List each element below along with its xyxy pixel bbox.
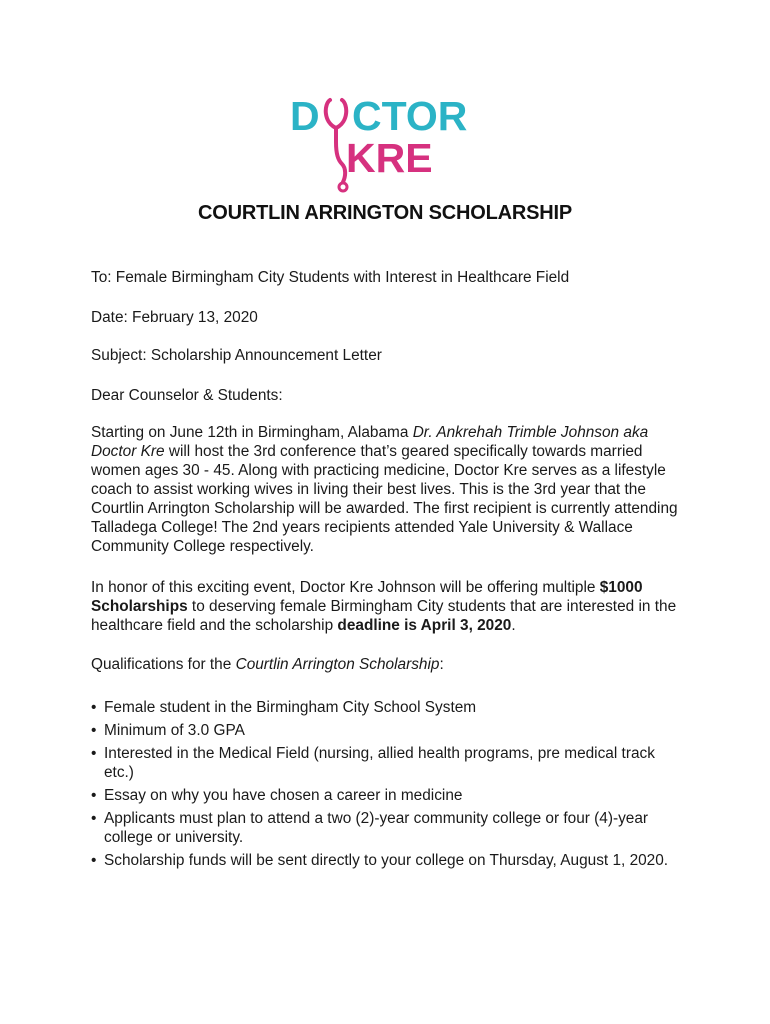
doctor-kre-logo	[286, 90, 486, 195]
list-item-text: Applicants must plan to attend a two (2)-year community college or four (4)-year college or university.	[104, 810, 649, 846]
list-item	[91, 721, 681, 740]
bullet-icon: •	[91, 787, 97, 804]
page-title: COURTLIN ARRINGTON SCHOLARSHIP	[197, 202, 572, 224]
list-item	[91, 809, 664, 847]
subject-line: Subject: Scholarship Announcement Letter	[91, 347, 382, 364]
bullet-icon: •	[91, 745, 97, 762]
list-item	[91, 744, 664, 782]
to-line: To: Female Birmingham City Students with Interest in Healthcare Field	[91, 269, 570, 286]
list-item	[91, 786, 681, 805]
body-paragraph-offer	[91, 578, 681, 635]
quals-text-2: :	[439, 656, 444, 673]
list-item-text: Minimum of 3.0 GPA	[104, 722, 245, 739]
offer-text-3: .	[511, 617, 516, 634]
bullet-icon: •	[91, 699, 97, 716]
bullet-icon: •	[91, 810, 97, 827]
logo-letter-d: D	[290, 93, 320, 139]
quals-scholarship-name: Courtlin Arrington Scholarship	[235, 656, 440, 673]
body-paragraph-intro	[91, 423, 681, 556]
offer-text-1: In honor of this exciting event, Doctor Kre Johnson will be offering multiple	[91, 579, 600, 596]
qualifications-heading	[91, 655, 691, 674]
list-item-text: Essay on why you have chosen a career in medicine	[104, 787, 463, 804]
offer-text-2: to deserving female Birmingham City students that are interested in the healthcare field and the scholarship	[91, 598, 677, 634]
intro-doctor-name: Dr. Ankrehah Trimble Johnson aka Doctor Kre	[91, 424, 649, 460]
list-item-text: Scholarship funds will be sent directly to your college on Thursday, August 1, 2020.	[104, 852, 669, 869]
date-line: Date: February 13, 2020	[91, 309, 258, 326]
bullet-icon: •	[91, 852, 97, 869]
list-item-text: Female student in the Birmingham City School System	[104, 699, 477, 716]
offer-deadline: deadline is April 3, 2020	[337, 617, 512, 634]
bullet-icon: •	[91, 722, 97, 739]
intro-text-1: Starting on June 12th in Birmingham, Alabama	[91, 424, 413, 441]
qualifications-list	[91, 698, 681, 874]
intro-text-2: will host the 3rd conference that’s geared specifically towards married women ages 30 - 45. Along with practicing medicine, Doctor Kre serves as a lifestyle coach to assist working wives in living their best lives. This is the 3rd year that the Courtlin Arrington Scholarship will be awarded. The first recipient is currently attending Talladega College! The 2nd years recipients attended Yale University & Wallace Community College respectively.	[91, 443, 678, 555]
offer-amount: $1000 Scholarships	[91, 579, 643, 615]
stethoscope-icon	[326, 100, 347, 191]
salutation: Dear Counselor & Students:	[91, 387, 283, 404]
list-item	[91, 851, 679, 870]
list-item-text: Interested in the Medical Field (nursing, allied health programs, pre medical track etc.)	[104, 745, 655, 781]
quals-text-1: Qualifications for the	[91, 656, 236, 673]
logo-word-kre: KRE	[346, 135, 433, 181]
logo-word-ctor: CTOR	[352, 93, 468, 139]
list-item	[91, 698, 681, 717]
